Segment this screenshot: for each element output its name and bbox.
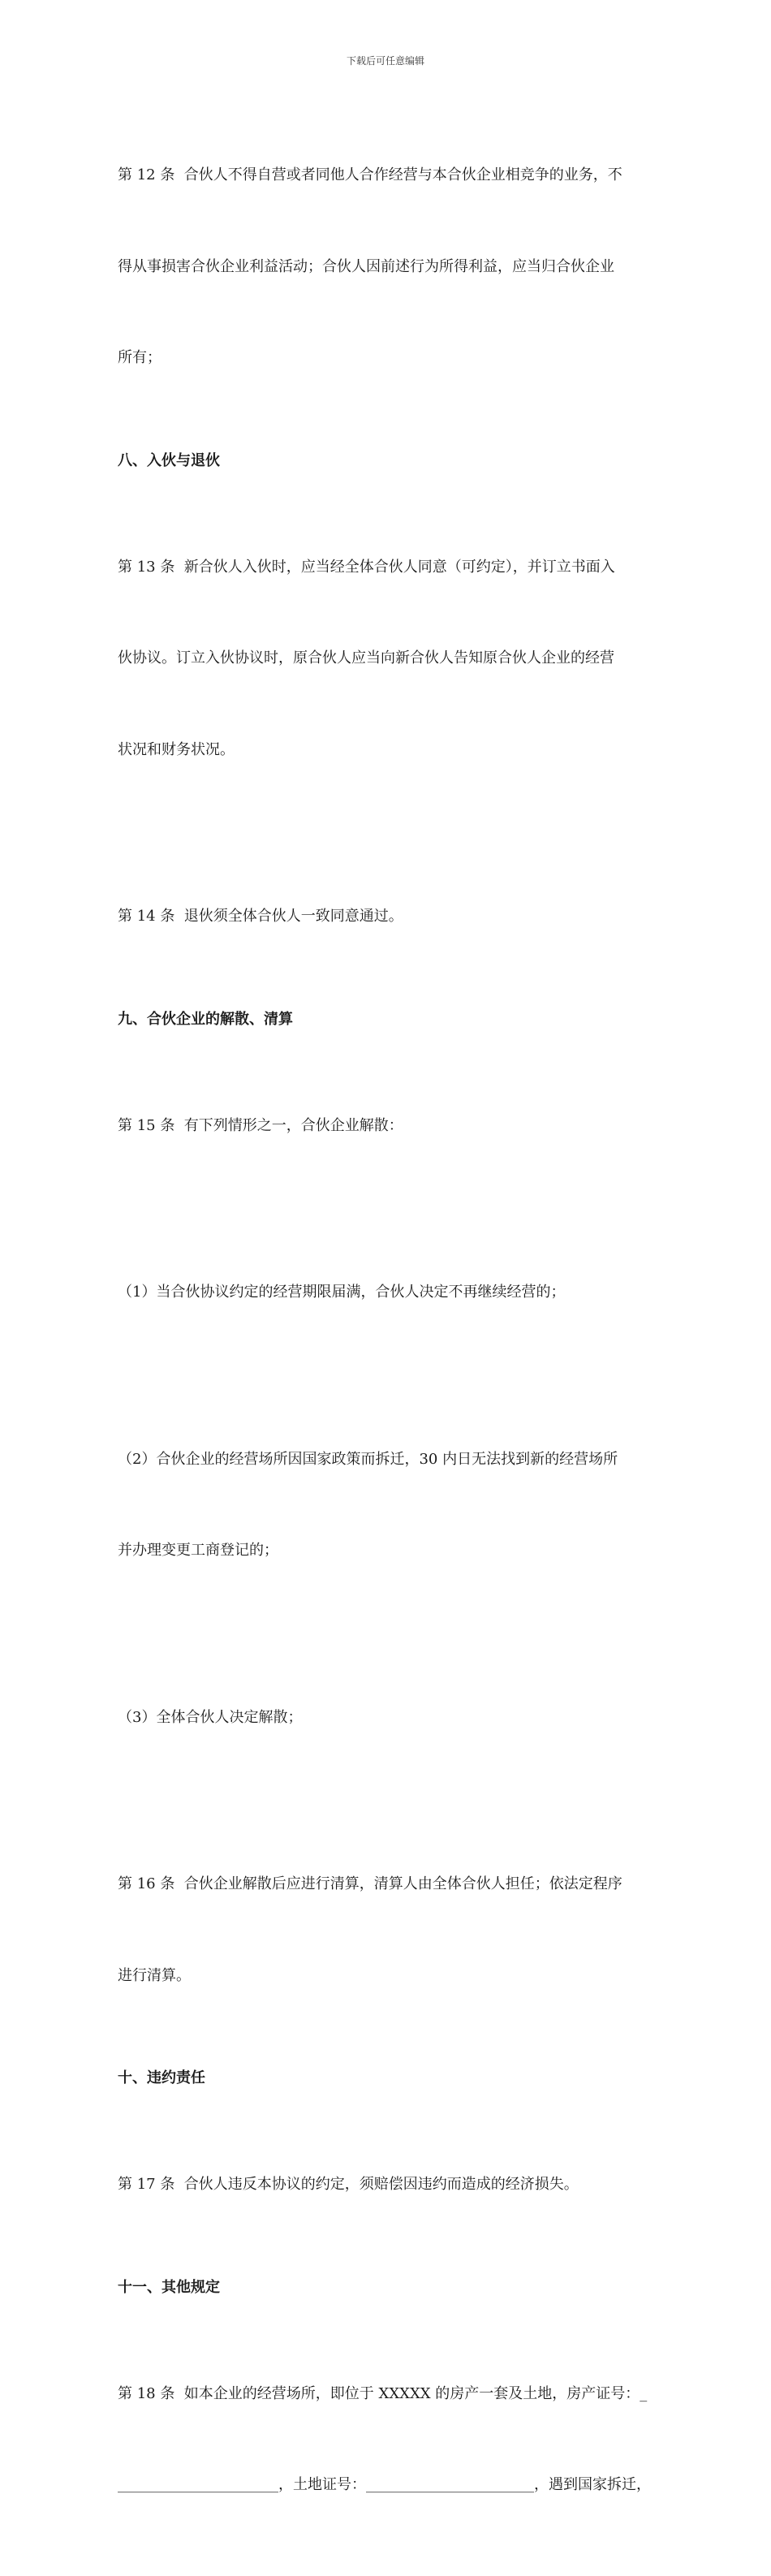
page-header: 下载后可任意编辑 [346,55,424,67]
clause-2 [118,1383,653,1627]
article-14 [118,840,653,993]
document-body [118,99,653,2576]
text-line: （3）全体合伙人决定解散； [118,1708,303,1726]
text-line: 第 12 条 合伙人不得自营或者同他人合作经营与本合伙企业相竞争的业务，不 [118,166,622,183]
text-line: 第 14 条 退伙须全体合伙人一致同意通过。 [118,908,403,925]
article-17 [118,2108,653,2261]
article-16 [118,1808,653,2052]
clause-1 [118,1216,653,1369]
text-line: 所有； [118,349,162,366]
article-18 [118,2318,653,2561]
text-line: （1）当合伙协议约定的经营期限届满，合伙人决定不再继续经营的； [118,1284,566,1301]
section-heading-11: 十一、其他规定 [118,2278,220,2296]
article-12 [118,99,653,434]
clause-3 [118,1642,653,1794]
article-13 [118,491,653,826]
text-line: 第 18 条 如本企业的经营场所，即位于 XXXXX 的房产一套及土地，房产证号：_ [118,2384,648,2402]
text-line: 第 17 条 合伙人违反本协议的约定，须赔偿因违约而造成的经济损失。 [118,2176,579,2193]
text-line: 伙协议。订立入伙协议时，原合伙人应当向新合伙人告知原合伙人企业的经营 [118,649,614,667]
text-line: 状况和财务状况。 [118,740,235,758]
text-line: （2）合伙企业的经营场所因国家政策而拆迁，30 内日无法找到新的经营场所 [118,1450,618,1468]
article-15 [118,1050,653,1202]
text-line: 第 15 条 有下列情形之一，合伙企业解散： [118,1116,403,1134]
text-line: 第 16 条 合伙企业解散后应进行清算，清算人由全体合伙人担任；依法定程序 [118,1875,622,1892]
text-line: ______________________，土地证号：_______________________，遇到国家拆迁， [118,2476,651,2493]
text-line: 第 13 条 新合伙人入伙时，应当经全体合伙人同意（可约定），并订立书面入 [118,558,615,576]
section-heading-8: 八、入伙与退伙 [118,451,220,469]
text-line: 并办理变更工商登记的； [118,1542,278,1559]
section-heading-9: 九、合伙企业的解散、清算 [118,1010,293,1028]
text-line: 得从事损害合伙企业利益活动；合伙人因前述行为所得利益，应当归合伙企业 [118,257,614,275]
section-heading-10: 十、违约责任 [118,2069,205,2086]
text-line: 进行清算。 [118,1966,191,1984]
